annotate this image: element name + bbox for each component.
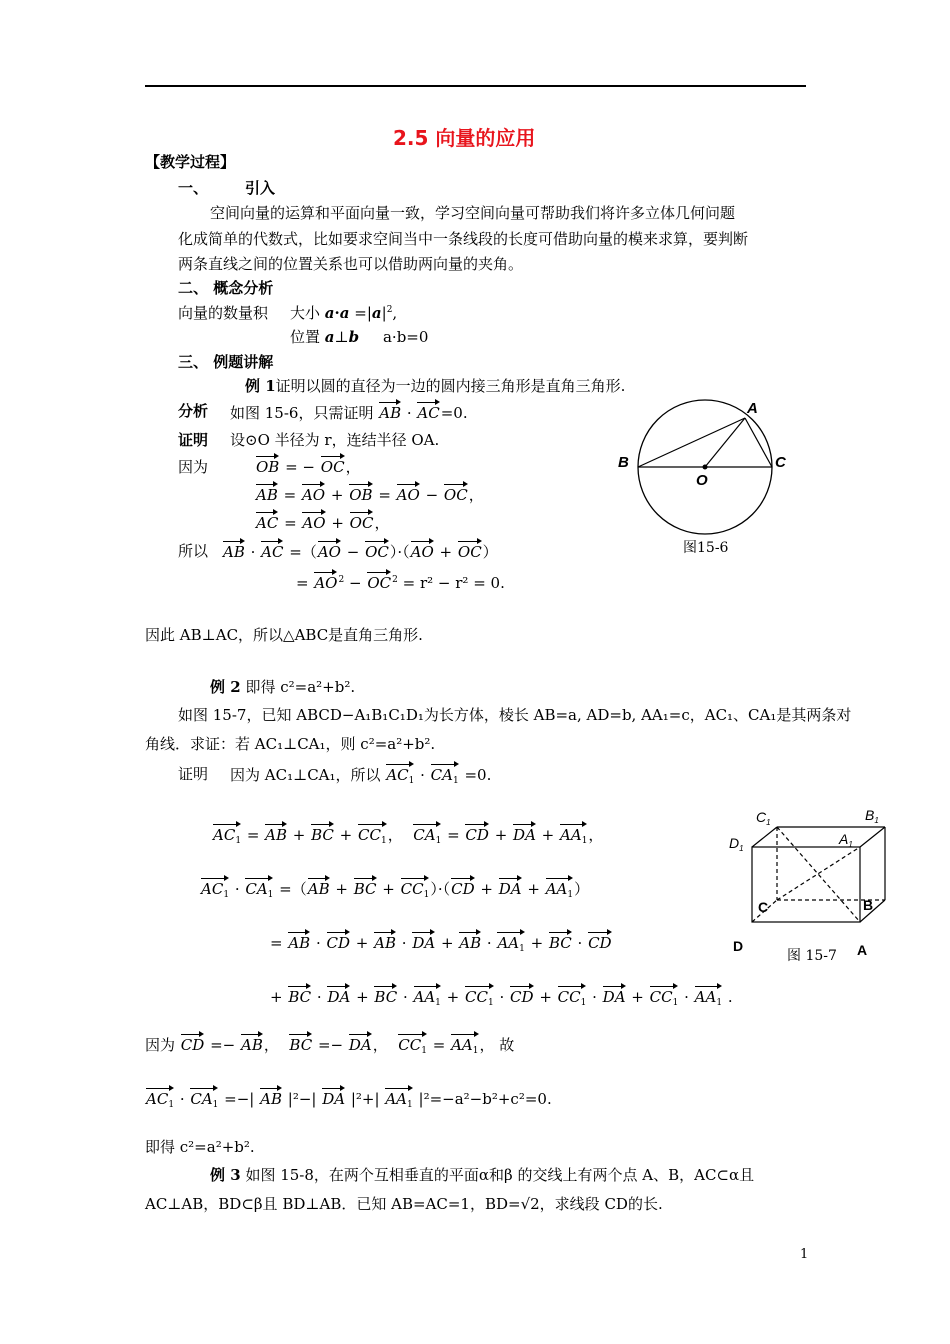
center-point bbox=[703, 465, 708, 470]
eq-expand-2: = AB · CD + AB · DA + AB · $AA_1$ + BC · CD bbox=[270, 930, 613, 955]
page-title: 2.5 向量的应用 bbox=[393, 126, 536, 150]
example-3-line-2: AC⊥AB，BD⊂β且 BD⊥AB．已知 AB=AC=1，BD=√2，求线段 CD的长. bbox=[145, 1195, 663, 1213]
label-c1: $C_1$ bbox=[756, 809, 771, 827]
example-3-line-1 bbox=[210, 1166, 754, 1184]
label-d1: $D_1$ bbox=[729, 835, 744, 853]
label-o: O bbox=[696, 472, 708, 489]
segment-ab bbox=[638, 418, 745, 467]
eq-final-tail: ²=−a²−b²+c²=0. bbox=[423, 1090, 552, 1108]
proof-2-intro: 因为 AC₁⊥CA₁，所以 bbox=[230, 766, 381, 784]
example-2-head: 例 2 bbox=[210, 678, 241, 696]
because-1: 因为 bbox=[178, 458, 209, 476]
label-a1: $A_1$ bbox=[839, 831, 853, 849]
edge-d1c1 bbox=[752, 827, 777, 847]
eq-decomp: $AC_1$ = AB + BC + $CC_1$， $CA_1$ = CD + DA + $AA_1$， bbox=[212, 822, 603, 847]
intro-line-1: 空间向量的运算和平面向量一致，学习空间向量可帮助我们将许多立体几何问题 bbox=[210, 204, 736, 222]
front-face bbox=[752, 847, 860, 922]
eq-ab: AB = AO + OB = AO − OC， bbox=[255, 482, 484, 504]
eq-because: 因为 CD =− AB， BC =− DA， $CC_1 = AA_1$， 故 bbox=[145, 1032, 514, 1057]
eq-product: AB · AC =（AO − OC）·（AO + OC） bbox=[222, 539, 498, 561]
label-b: B bbox=[863, 897, 874, 913]
section-1-number: 一、 bbox=[178, 179, 209, 197]
analysis-pre: 如图 15-6，只需证明 bbox=[230, 404, 374, 422]
eq-result: = $AO^2 - OC^2 = r^2 - r^2 = 0$. bbox=[296, 570, 505, 592]
because-2: 因为 bbox=[145, 1036, 176, 1054]
eq-result-tail: = r² − r² = 0. bbox=[402, 574, 505, 592]
radius-oa bbox=[705, 418, 745, 467]
section-teaching: 【教学过程】 bbox=[145, 153, 236, 171]
therefore: 故 bbox=[499, 1036, 515, 1054]
label-a: A bbox=[857, 942, 868, 958]
concept-size-label: 大小 bbox=[290, 304, 321, 322]
proof-2-text: 因为 AC₁⊥CA₁，所以 $AC_1 \cdot CA_1 =0$. bbox=[230, 762, 491, 787]
eq-final: $AC_1 \cdot CA_1$ =−| AB |²−| DA |²+| $AA_1$ |²=−a²−b²+c²=0. bbox=[145, 1086, 552, 1111]
example-2-line-2: 角线．求证：若 AC₁⊥CA₁，则 c²=a²+b². bbox=[145, 735, 436, 753]
figure-15-7 bbox=[725, 800, 895, 960]
concept-size: 大小 $a\cdot a =|a|^2$, bbox=[290, 304, 398, 322]
label-c: C bbox=[775, 454, 786, 471]
section-2-heading: 二、 概念分析 bbox=[178, 279, 274, 297]
example-1-statement bbox=[245, 377, 625, 395]
label-c: C bbox=[758, 899, 769, 915]
example-2-line-1: 如图 15-7，已知 ABCD−A₁B₁C₁D₁为长方体，棱长 AB=a, AD=b, AA₁=c，AC₁、CA₁是其两条对 bbox=[178, 706, 852, 724]
diagonal-ca1 bbox=[777, 847, 860, 900]
eq-ob: OB = − OC， bbox=[255, 454, 361, 476]
section-1-name: 引入 bbox=[245, 179, 276, 197]
label-a: A bbox=[747, 400, 758, 417]
intro-line-3: 两条直线之间的位置关系也可以借助两向量的夹角。 bbox=[178, 255, 524, 273]
figure-15-7-caption: 图 15-7 bbox=[787, 948, 837, 964]
label-b1: $B_1$ bbox=[865, 807, 879, 825]
example-1-text: 证明以圆的直径为一边的圆内接三角形是直角三角形. bbox=[275, 377, 626, 395]
label-b: B bbox=[618, 454, 629, 471]
example-2-head-tail: 即得 c²=a²+b². bbox=[245, 678, 356, 696]
section-3-heading: 三、 例题讲解 bbox=[178, 353, 274, 371]
proof-1-label: 证明 bbox=[178, 431, 209, 449]
figure-15-6-caption: 图15-6 bbox=[683, 540, 729, 556]
intro-line-2: 化成简单的代数式，比如要求空间当中一条线段的长度可借助向量的模来求算，要判断 bbox=[178, 230, 749, 248]
conclusion-1: 因此 AB⊥AC，所以△ABC是直角三角形. bbox=[145, 626, 423, 644]
edge-a1b1 bbox=[860, 827, 885, 847]
eq-expand: $AC_1 \cdot CA_1 =(AB$ + BC + $CC_1)\cdot(CD$ + DA + $AA_1$） bbox=[200, 876, 589, 901]
analysis-post: =0. bbox=[440, 404, 468, 422]
concept-pos-cond: a·b=0 bbox=[382, 328, 429, 346]
example-2-head-line bbox=[210, 678, 355, 696]
concept-position: 位置 a⊥b a·b=0 bbox=[290, 328, 429, 346]
page-number: 1 bbox=[800, 1247, 809, 1262]
eq-ac: AC = AO + OC， bbox=[255, 510, 389, 532]
header-rule bbox=[145, 85, 806, 87]
example-3-head: 例 3 bbox=[210, 1166, 241, 1184]
concept-label: 向量的数量积 bbox=[178, 304, 269, 322]
analysis-label: 分析 bbox=[178, 402, 209, 420]
conclusion-2: 即得 c²=a²+b². bbox=[145, 1138, 255, 1156]
proof-1-text: 设⊙O 半径为 r，连结半径 OA. bbox=[230, 431, 440, 449]
concept-pos-label: 位置 bbox=[290, 328, 321, 346]
so-1: 所以 bbox=[178, 542, 209, 560]
proof-2-label: 证明 bbox=[178, 765, 209, 783]
example-1-head: 例 1 bbox=[245, 377, 276, 395]
analysis-text: 如图 15-6，只需证明 AB · AC=0. bbox=[230, 400, 468, 422]
label-d: D bbox=[733, 938, 744, 954]
example-3-text-1: 如图 15-8，在两个互相垂直的平面α和β 的交线上有两个点 A、B，AC⊂α且 bbox=[245, 1166, 755, 1184]
eq-expand-3: + BC · DA + BC · $AA_1 + CC_1$ · CD + $CC_1$ · DA + $CC_1 \cdot AA_1$ . bbox=[270, 984, 733, 1009]
